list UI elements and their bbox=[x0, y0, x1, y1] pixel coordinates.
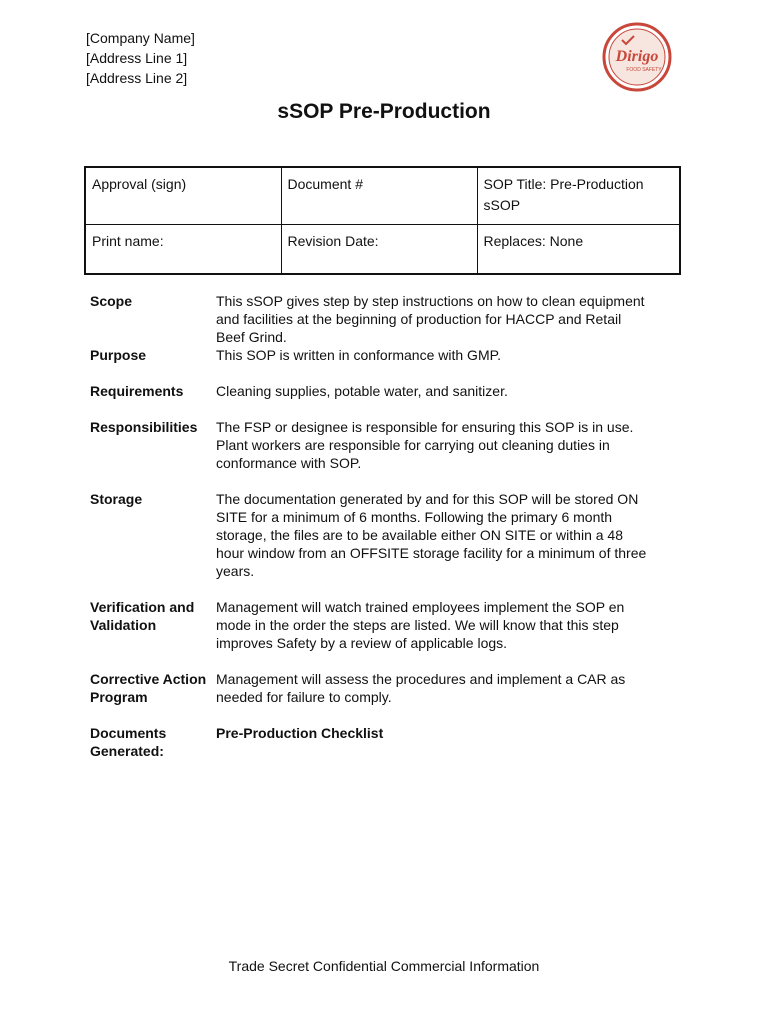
section-label: Purpose bbox=[90, 347, 147, 363]
approval-table bbox=[84, 166, 681, 275]
section-label: Responsibilities bbox=[90, 419, 198, 435]
document-number-cell: Document # bbox=[281, 167, 477, 225]
table-row bbox=[85, 225, 680, 275]
revision-date-cell: Revision Date: bbox=[281, 225, 477, 275]
confidentiality-footer: Trade Secret Confidential Commercial Information bbox=[228, 958, 540, 974]
table-row bbox=[85, 167, 680, 225]
page-title: sSOP Pre-Production bbox=[277, 100, 491, 123]
section-label: Documents Generated: bbox=[90, 725, 167, 759]
section-label: Requirements bbox=[90, 383, 184, 399]
section-text: Pre-Production Checklist bbox=[216, 725, 384, 741]
section-text: The documentation generated by and for this SOP will be stored ON SITE for a minimum of 6 months. Following the primary 6 month storage, the files are to be available either ON SITE or within a 48 hour window from an OFFSITE storage facility for a minimum of three years. bbox=[216, 491, 647, 579]
section-label: Verification and Validation bbox=[90, 599, 195, 633]
section-label: Storage bbox=[90, 491, 143, 507]
address-line: [Address Line 2] bbox=[86, 70, 188, 86]
sop-sections bbox=[90, 292, 650, 760]
sop-title-cell: SOP Title: Pre-Production sSOP bbox=[477, 167, 680, 225]
address-line: [Address Line 1] bbox=[86, 50, 188, 66]
section-text: This SOP is written in conformance with GMP. bbox=[216, 347, 502, 363]
logo-tagline: FOOD SAFETY bbox=[626, 67, 662, 73]
section-documents-generated bbox=[90, 724, 650, 760]
print-name-cell: Print name: bbox=[85, 225, 281, 275]
section-label: Corrective Action Program bbox=[90, 671, 207, 705]
section-responsibilities bbox=[90, 418, 650, 472]
section-purpose bbox=[90, 346, 650, 364]
section-verification bbox=[90, 598, 650, 652]
approval-sign-cell: Approval (sign) bbox=[85, 167, 281, 225]
section-corrective-action bbox=[90, 670, 650, 706]
dirigo-logo bbox=[602, 22, 672, 92]
section-text: The FSP or designee is responsible for ensuring this SOP is in use. Plant workers are responsible for carrying out cleaning duties in conformance with SOP. bbox=[216, 419, 634, 471]
section-scope bbox=[90, 292, 650, 346]
replaces-cell: Replaces: None bbox=[477, 225, 680, 275]
section-storage bbox=[90, 490, 650, 580]
section-text: This sSOP gives step by step instructions on how to clean equipment and facilities at the beginning of production for HACCP and Retail Beef Grind. bbox=[216, 293, 645, 345]
address-line: [Company Name] bbox=[86, 30, 195, 46]
section-text: Management will assess the procedures and implement a CAR as needed for failure to comply. bbox=[216, 671, 626, 705]
section-requirements bbox=[90, 382, 650, 400]
logo-brand: Dirigo bbox=[615, 48, 659, 65]
section-text: Management will watch trained employees implement the SOP en mode in the order the steps are listed. We will know that this step improves Safety by a review of applicable logs. bbox=[216, 599, 625, 651]
section-text: Cleaning supplies, potable water, and sanitizer. bbox=[216, 383, 508, 399]
section-label: Scope bbox=[90, 293, 133, 309]
company-address bbox=[86, 28, 195, 88]
